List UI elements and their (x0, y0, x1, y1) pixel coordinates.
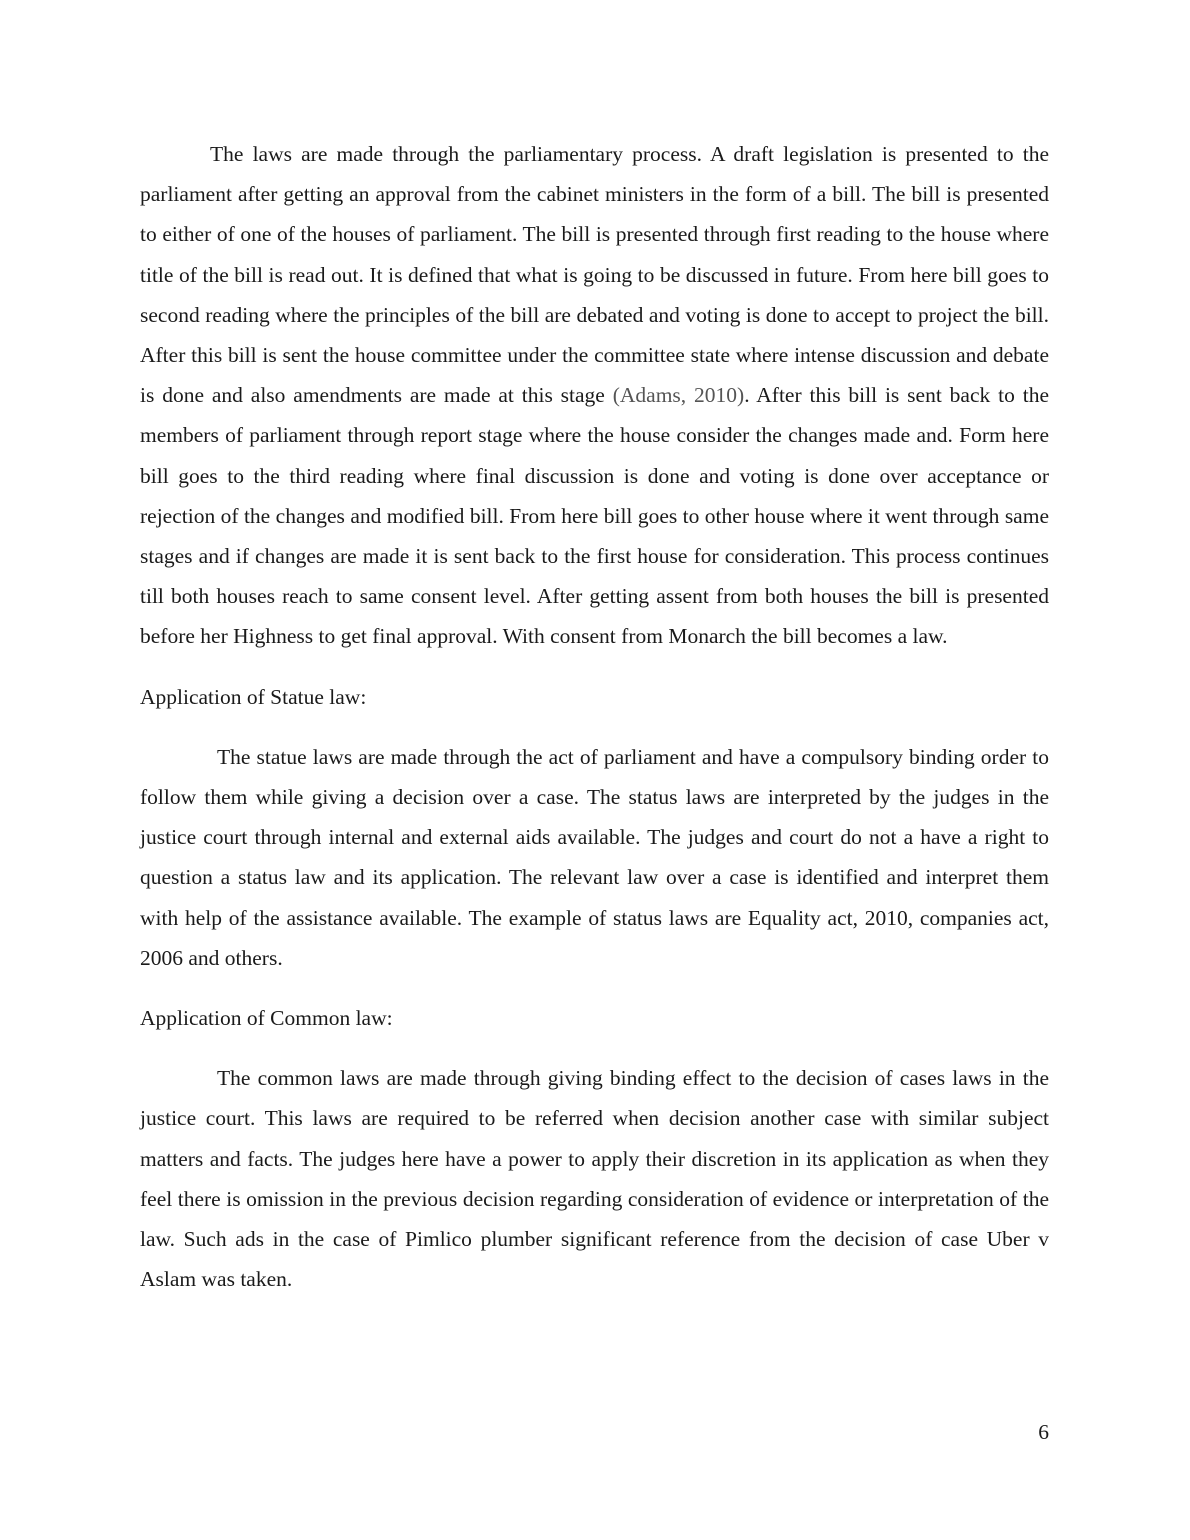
paragraph-legislative-process (140, 134, 1049, 657)
heading-common-law: Application of Common law: (140, 1006, 393, 1031)
paragraph-text: The laws are made through the parliamentary process. A draft legislation is presented to the parliament after getting an approval from the cabinet ministers in the form of a bill. The bill is presented to either of one of the houses of parliament. The bill is presented through first reading to the house where title of the bill is read out. It is defined that what is going to be discussed in future. From here bill goes to second reading where the principles of the bill are debated and voting is done to accept to project the bill. After this bill is sent the house committee under the committee state where intense discussion and debate is done and also amendments are made at this stage (140, 142, 1049, 408)
page-number: 6 (1038, 1420, 1049, 1444)
document-body (140, 134, 1049, 1299)
paragraph-statute-law: The statue laws are made through the act of parliament and have a compulsory binding order to follow them while giving a decision over a case. The status laws are interpreted by the judges in the justice court through internal and external aids available. The judges and court do not a have a right to question a status law and its application. The relevant law over a case is identified and interpret them with help of the assistance available. The example of status laws are Equality act, 2010, companies act, 2006 and others. (140, 744, 1049, 970)
citation: (Adams, 2010) (612, 383, 745, 408)
paragraph-text: . After this bill is sent back to the members of parliament through report stage where the house consider the changes made and. Form here bill goes to the third reading where final discussion is done and voting is done over acceptance or rejection of the changes and modified bill. From here bill goes to other house where it went through same stages and if changes are made it is sent back to the first house for consideration. This process continues till both houses reach to same consent level. After getting assent from both houses the bill is presented before her Highness to get final approval. With consent from Monarch the bill becomes a law. (140, 383, 1049, 649)
paragraph-common-law: The common laws are made through giving binding effect to the decision of cases laws in the justice court. This laws are required to be referred when decision another case with similar subject matters and facts. The judges here have a power to apply their discretion in its application as when they feel there is omission in the previous decision regarding consideration of evidence or interpretation of the law. Such ads in the case of Pimlico plumber significant reference from the decision of case Uber v Aslam was taken. (140, 1066, 1049, 1292)
heading-statute-law: Application of Statue law: (140, 684, 367, 709)
